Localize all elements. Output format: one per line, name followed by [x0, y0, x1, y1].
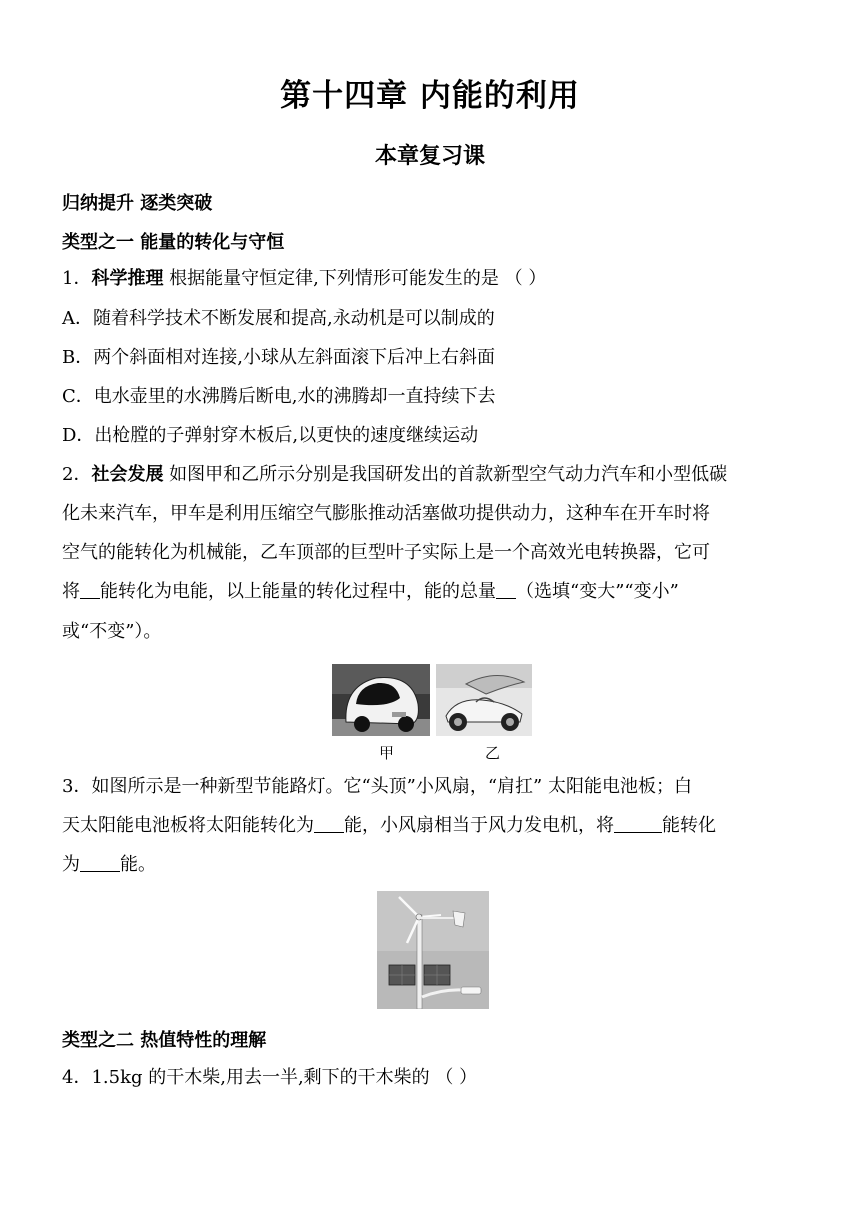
- question-3-line-2: [62, 814, 716, 838]
- question-stem: 1.5kg 的干木柴,用去一半,剩下的干木柴的 （ ）: [91, 1067, 478, 1088]
- question-2-line-3: 空气的能转化为机械能，乙车顶部的巨型叶子实际上是一个高效光电转换器，它可: [62, 542, 710, 563]
- question-text: 为: [62, 854, 80, 875]
- answer-blank[interactable]: [314, 814, 344, 833]
- question-stem: 根据能量守恒定律,下列情形可能发生的是 （ ）: [163, 268, 547, 289]
- answer-blank[interactable]: [496, 580, 516, 599]
- answer-blank[interactable]: [80, 580, 100, 599]
- question-3-line-3: [62, 853, 156, 877]
- question-1: [62, 267, 546, 291]
- question-text: 如图所示是一种新型节能路灯。它“头顶”小风扇，“肩扛” 太阳能电池板；白: [91, 776, 692, 797]
- question-2-line-1: [62, 463, 727, 487]
- question-number: 3．: [62, 776, 92, 797]
- type1-heading: 类型之一 能量的转化与守恒: [62, 232, 285, 253]
- answer-blank[interactable]: [614, 814, 662, 833]
- option-d: D．出枪膛的子弹射穿木板后,以更快的速度继续运动: [62, 425, 479, 446]
- question-2-line-4: [62, 580, 679, 604]
- question-2-line-2: 化未来汽车，甲车是利用压缩空气膨胀推动活塞做功提供动力，这种车在开车时将: [62, 503, 710, 524]
- question-2-line-5: 或“不变”）。: [62, 621, 162, 642]
- question-text: 天太阳能电池板将太阳能转化为: [62, 815, 314, 836]
- caption-jia: 甲: [379, 744, 395, 762]
- question-number: 1．: [62, 268, 92, 289]
- question-4: [62, 1066, 477, 1090]
- question-text: 能转化: [662, 815, 716, 836]
- question-tag: 社会发展: [91, 464, 164, 485]
- question-text: （选填“变大”“变小”: [516, 581, 679, 602]
- type2-heading: 类型之二 热值特性的理解: [62, 1030, 267, 1051]
- question-text: 能，小风扇相当于风力发电机，将: [344, 815, 614, 836]
- question-text: 如图甲和乙所示分别是我国研发出的首款新型空气动力汽车和小型低碳: [163, 464, 728, 485]
- question-text: 将: [62, 581, 80, 602]
- caption-yi: 乙: [485, 744, 501, 762]
- question-text: 能转化为电能，以上能量的转化过程中，能的总量: [100, 581, 496, 602]
- option-b: B．两个斜面相对连接,小球从左斜面滚下后冲上右斜面: [62, 347, 495, 368]
- car-yi-image: [436, 664, 532, 740]
- question-3-line-1: [62, 775, 692, 799]
- option-a: A．随着科学技术不断发展和提高,永动机是可以制成的: [62, 308, 495, 329]
- answer-blank[interactable]: [80, 853, 120, 872]
- option-c: C．电水壶里的水沸腾后断电,水的沸腾却一直持续下去: [62, 386, 496, 407]
- chapter-title: 第十四章 内能的利用: [280, 78, 580, 114]
- question-tag: 科学推理: [91, 268, 164, 289]
- lesson-subtitle: 本章复习课: [374, 144, 485, 169]
- street-lamp-image: [377, 891, 489, 1013]
- question-number: 4．: [62, 1067, 92, 1088]
- question-number: 2．: [62, 464, 92, 485]
- question-text: 能。: [120, 854, 156, 875]
- section-heading: 归纳提升 逐类突破: [62, 193, 213, 214]
- car-jia-image: [332, 664, 430, 740]
